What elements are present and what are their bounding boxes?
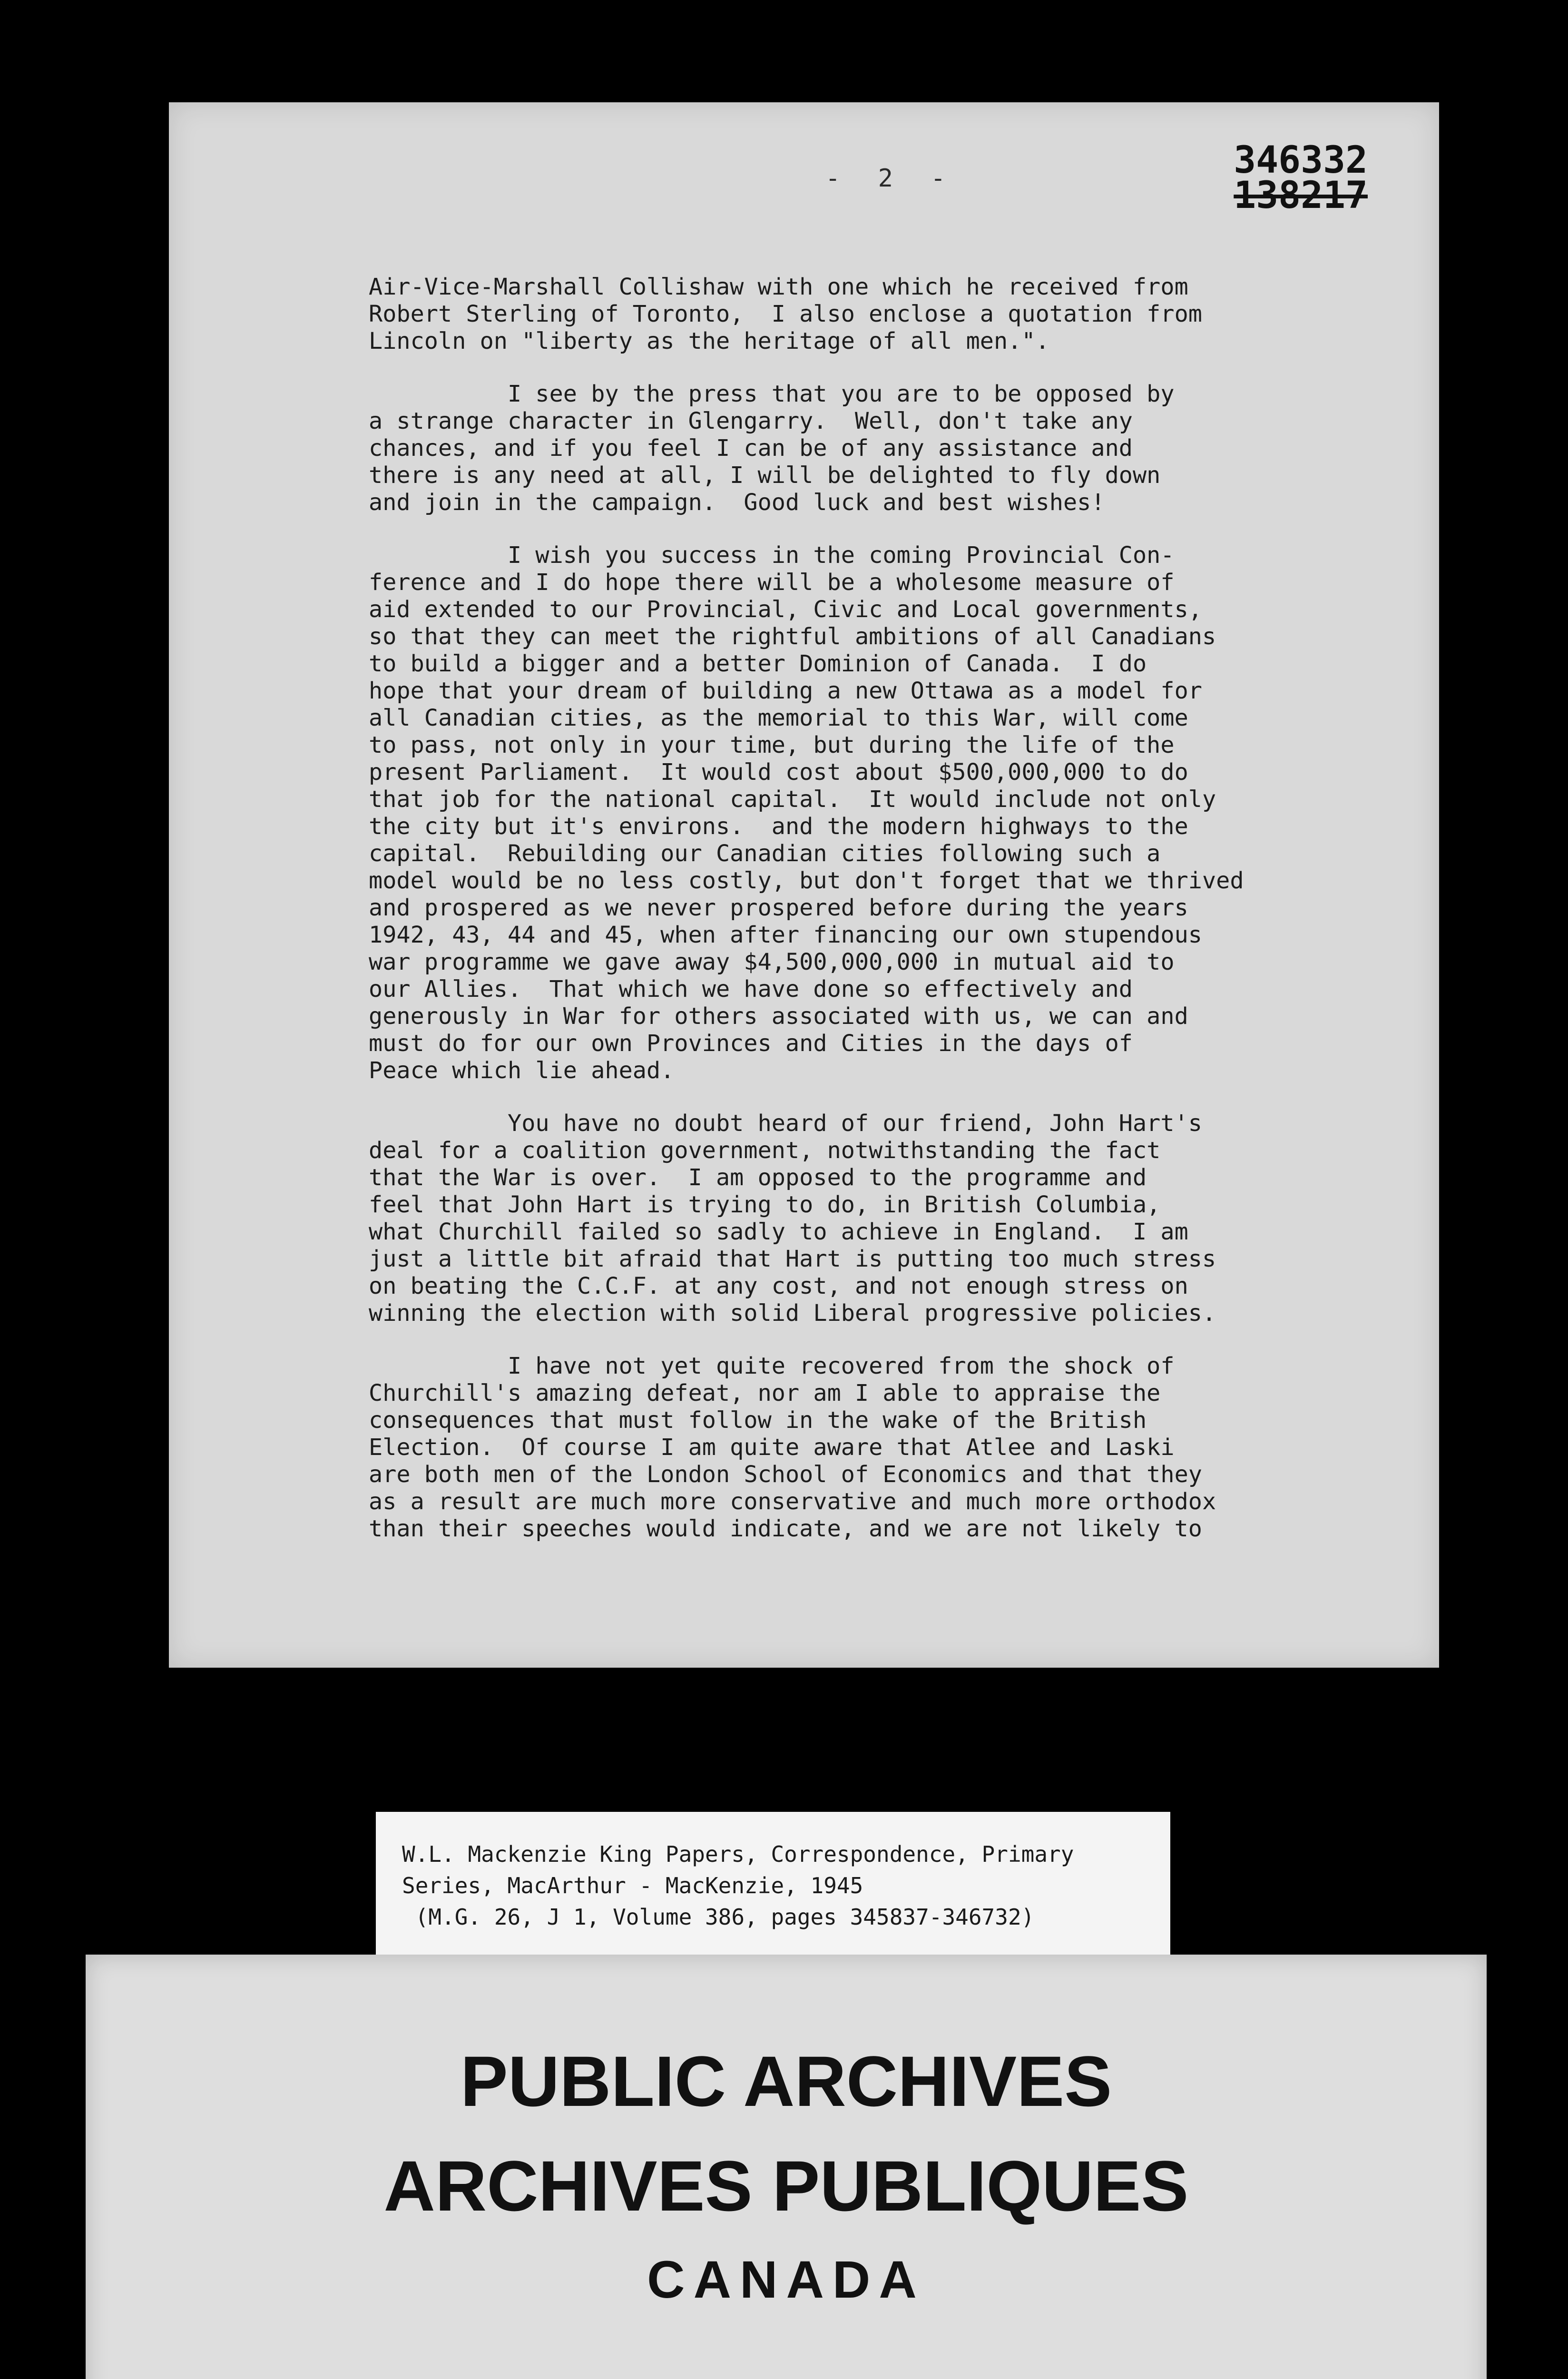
letter-body: [369, 274, 1392, 1568]
paragraph: I see by the press that you are to be opposed by a strange character in Glengarry. Well, don't take any chances, and if you feel I can be of any assistance and there is any need at all, I will be delighted to fly down and join in the campaign. Good luck and best wishes!: [369, 381, 1175, 516]
paragraph: I wish you success in the coming Provincial Con- ference and I do hope there will be a wholesome measure of aid extended to our Provincial, Civic and Local governments, so that they can meet the rightful ambitions of all Canadians to build a bigger and a better Dominion of Canada. I do hope that your dream of building a new Ottawa as a model for all Canadian cities, as the memorial to this War, will come to pass, not only in your time, but during the life of the present Parliament. It would cost about $500,000,000 to do that job for the national capital. It would include not only the city but it's environs. and the modern highways to the capital. Rebuilding our Canadian cities following such a model would be no less costly, but don't forget that we thrived and prospered as we never prospered before during the years 1942, 43, 44 and 45, when after financing our own stupendous war programme we gave away $4,500,000,000 in mutual aid to our Allies. That which we have done so effectively and generously in War for others associated with us, we can and must do for our own Provinces and Cities in the days of Peace which lie ahead.: [369, 542, 1244, 1084]
paragraph: Air-Vice-Marshall Collishaw with one which he received from Robert Sterling of Toronto, I also enclose a quotation from Lincoln on "liberty as the heritage of all men.".: [369, 274, 1202, 354]
collection-label: [376, 1812, 1170, 1959]
stamp-struck-number: 138217: [1234, 174, 1368, 217]
label-line-3: (M.G. 26, J 1, Volume 386, pages 345837-346732): [402, 1904, 1035, 1930]
archive-stamp-number: [1234, 139, 1368, 217]
label-line-2: Series, MacArthur - MacKenzie, 1945: [402, 1873, 863, 1898]
paragraph: You have no doubt heard of our friend, John Hart's deal for a coalition government, notwithstanding the fact that the War is over. I am opposed to the programme and feel that John Hart is trying to do, in British Columbia, what Churchill failed so sadly to achieve in England. I am just a little bit afraid that Hart is putting too much stress on beating the C.C.F. at any cost, and not enough stress on winning the election with solid Liberal progressive policies.: [369, 1110, 1216, 1327]
document-page: [169, 102, 1439, 1668]
page-number: - 2 -: [825, 164, 957, 193]
archives-line-french: ARCHIVES PUBLIQUES: [383, 2146, 1189, 2226]
stamp-number: 346332: [1234, 139, 1368, 182]
public-archives-card: [86, 1955, 1487, 2379]
label-line-1: W.L. Mackenzie King Papers, Correspondence, Primary: [402, 1841, 1074, 1867]
paragraph: I have not yet quite recovered from the shock of Churchill's amazing defeat, nor am I able to appraise the consequences that must follow in the wake of the British Election. Of course I am quite aware that Atlee and Laski are both men of the London School of Economics and that they as a result are much more conservative and much more orthodox than their speeches would indicate, and we are not likely to: [369, 1353, 1216, 1542]
archives-line-english: PUBLIC ARCHIVES: [460, 2041, 1112, 2121]
archives-line-country: CANADA: [647, 2251, 925, 2309]
